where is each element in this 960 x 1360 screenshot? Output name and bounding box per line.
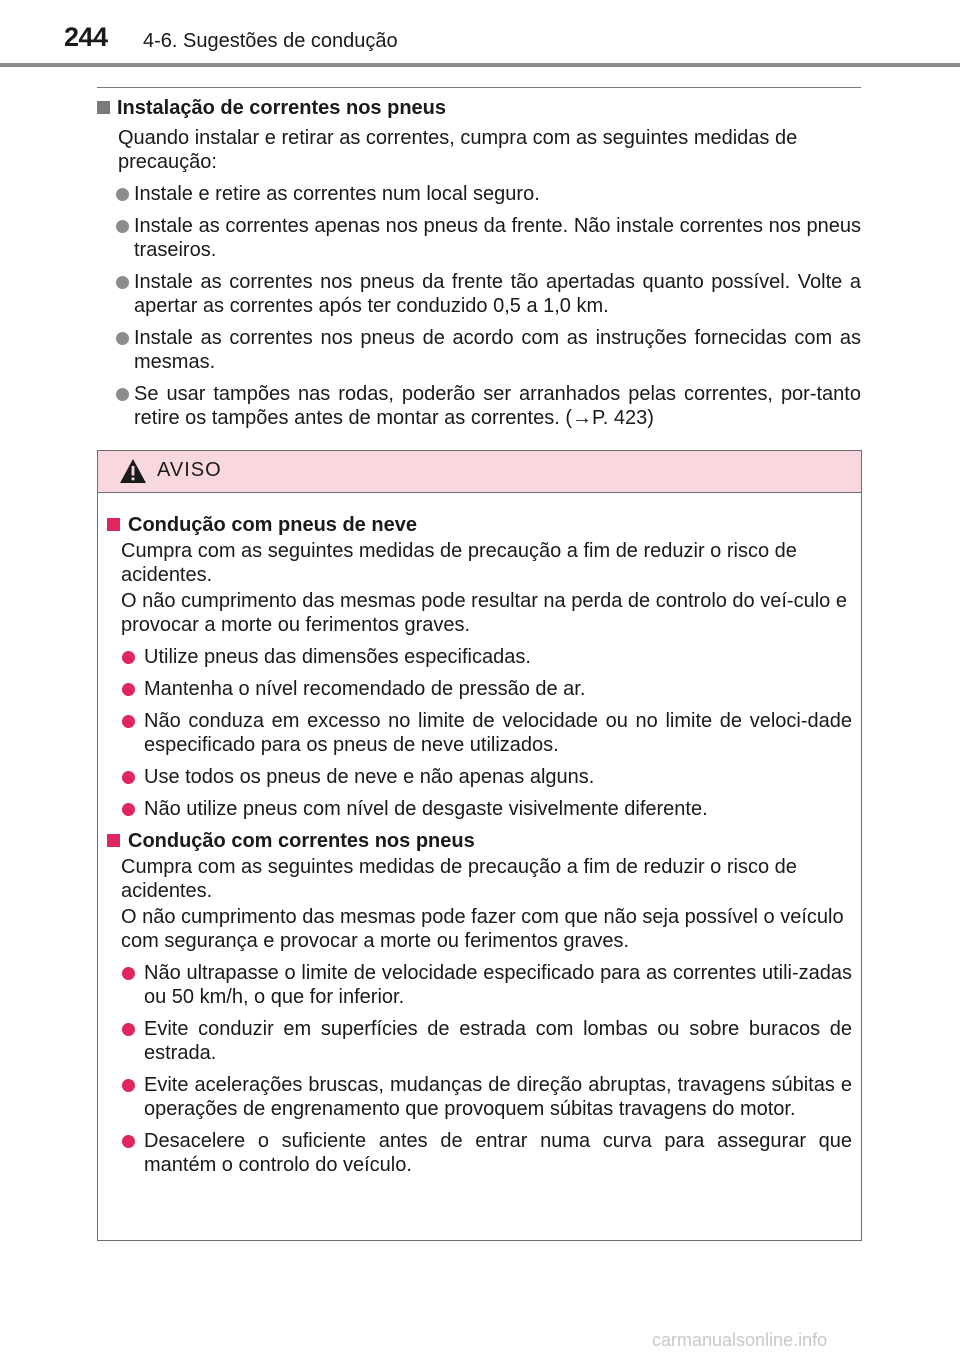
circle-bullet-icon (122, 771, 135, 784)
main-content (97, 96, 861, 430)
intro-paragraph: Quando instalar e retirar as correntes, cumpra com as seguintes medidas de precaução: (118, 127, 798, 173)
list-item: Mantenha o nível recomendado de pressão de ar. (107, 677, 852, 701)
circle-bullet-icon (122, 683, 135, 696)
circle-bullet-icon (122, 1079, 135, 1092)
list-item: Desacelere o suficiente antes de entrar numa curva para assegurar que mantém o controlo do veículo. (107, 1129, 852, 1177)
page-number: 244 (64, 22, 108, 52)
warning-body (98, 493, 861, 1177)
list-item: Se usar tampões nas rodas, poderão ser arranhados pelas correntes, por-tanto retire os tampões antes de montar as correntes. (→P. 423) (97, 382, 861, 430)
header-divider (0, 63, 960, 67)
content-divider (97, 87, 861, 88)
circle-bullet-icon (116, 220, 129, 233)
list-item: Instale as correntes apenas nos pneus da frente. Não instale correntes nos pneus traseiros. (97, 214, 861, 262)
list-item: Instale as correntes nos pneus da frente tão apertadas quanto possível. Volte a apertar as correntes após ter conduzido 0,5 a 1,0 km. (97, 270, 861, 318)
section-title: 4-6. Sugestões de condução (143, 30, 398, 52)
circle-bullet-icon (122, 967, 135, 980)
list-item: Instale as correntes nos pneus de acordo com as instruções fornecidas com as mesmas. (97, 326, 861, 374)
list-item: Instale e retire as correntes num local seguro. (97, 182, 861, 206)
square-bullet-icon (107, 834, 120, 847)
square-bullet-icon (97, 101, 110, 114)
list-item: Use todos os pneus de neve e não apenas alguns. (107, 765, 852, 789)
circle-bullet-icon (116, 276, 129, 289)
square-bullet-icon (107, 518, 120, 531)
list-item: Evite acelerações bruscas, mudanças de direção abruptas, travagens súbitas e operações de engrenamento que provoquem súbitas travagens do motor. (107, 1073, 852, 1121)
warning-paragraph: O não cumprimento das mesmas pode fazer com que não seja possível o veículo com segurança e provocar a morte ou ferimentos graves. (121, 906, 844, 952)
warning-paragraph: O não cumprimento das mesmas pode resultar na perda de controlo do veí-culo e provocar a morte ou ferimentos graves. (121, 590, 847, 636)
warning-subheading: Condução com correntes nos pneus (107, 829, 852, 853)
circle-bullet-icon (116, 332, 129, 345)
watermark: carmanualsonline.info (652, 1330, 828, 1350)
list-item: Não utilize pneus com nível de desgaste visivelmente diferente. (107, 797, 852, 821)
warning-paragraph: Cumpra com as seguintes medidas de precaução a fim de reduzir o risco de acidentes. (121, 856, 797, 902)
circle-bullet-icon (122, 715, 135, 728)
warning-label: AVISO (157, 459, 222, 481)
circle-bullet-icon (122, 1135, 135, 1148)
warning-header (98, 451, 861, 493)
section-heading (97, 96, 861, 120)
warning-triangle-icon (118, 457, 148, 485)
warning-box (97, 450, 862, 1241)
circle-bullet-icon (122, 651, 135, 664)
warning-paragraph: Cumpra com as seguintes medidas de precaução a fim de reduzir o risco de acidentes. (121, 540, 797, 586)
circle-bullet-icon (122, 803, 135, 816)
circle-bullet-icon (116, 188, 129, 201)
list-item: Evite conduzir em superfícies de estrada com lombas ou sobre buracos de estrada. (107, 1017, 852, 1065)
circle-bullet-icon (122, 1023, 135, 1036)
list-item: Não ultrapasse o limite de velocidade especificado para as correntes utili-zadas ou 50 km/h, o que for inferior. (107, 961, 852, 1009)
list-item: Utilize pneus das dimensões especificadas. (107, 645, 852, 669)
list-item: Não conduza em excesso no limite de velocidade ou no limite de veloci-dade especificado para os pneus de neve utilizados. (107, 709, 852, 757)
circle-bullet-icon (116, 388, 129, 401)
section-heading-text: Instalação de correntes nos pneus (117, 97, 446, 119)
page-header (0, 0, 960, 66)
warning-subheading: Condução com pneus de neve (107, 513, 852, 537)
